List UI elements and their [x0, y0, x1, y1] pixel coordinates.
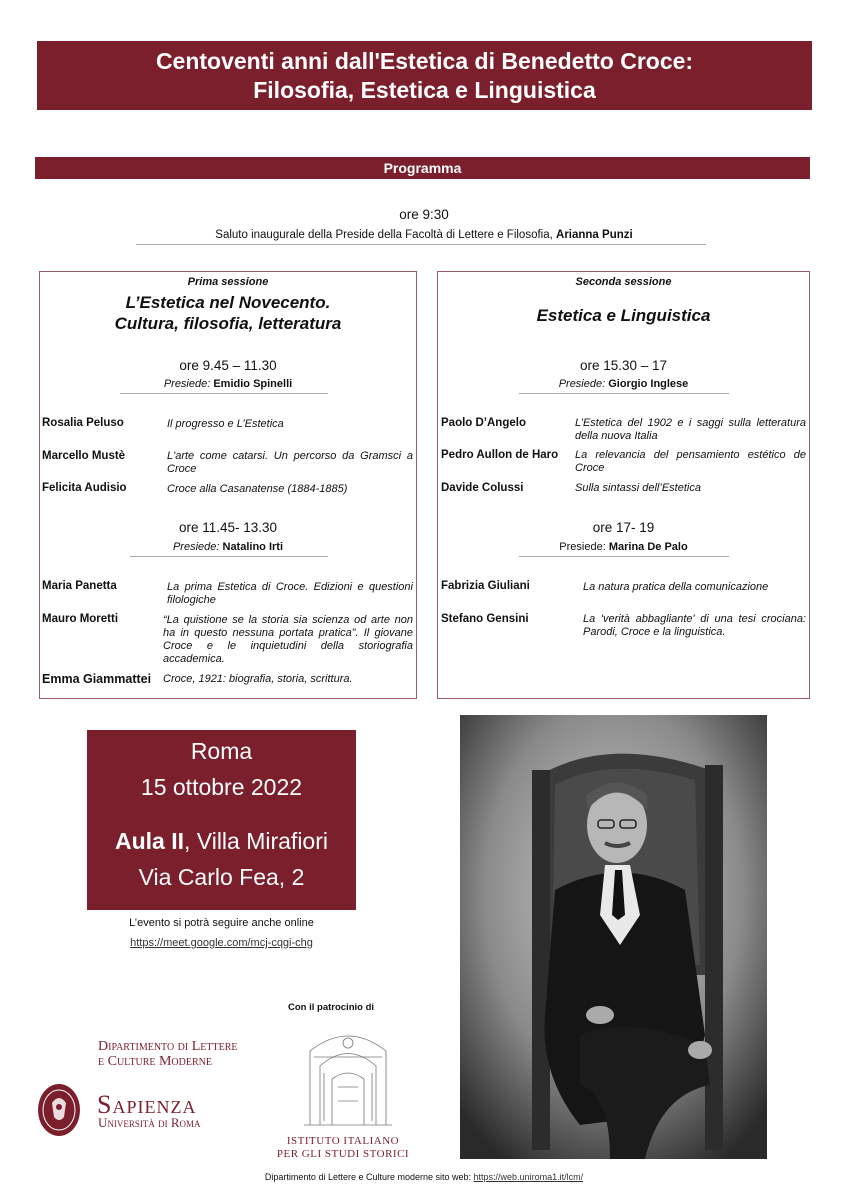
footer-link[interactable]: https://web.uniroma1.it/lcm/ [473, 1172, 584, 1182]
divider [136, 244, 706, 245]
speaker-name: Marcello Mustè [42, 450, 126, 462]
speaker-name: Maria Panetta [42, 580, 117, 592]
session1-block1-time: ore 9.45 – 11.30 [179, 358, 277, 373]
session2-block1-time: ore 15.30 – 17 [579, 358, 668, 373]
speaker-name: Paolo D’Angelo [441, 417, 526, 429]
footer [0, 1172, 848, 1182]
opening-name: Arianna Punzi [556, 229, 633, 241]
talk-title: Sulla sintassi dell’Estetica [575, 482, 701, 494]
venue-address: Via Carlo Fea, 2 [138, 864, 305, 890]
online-link[interactable]: https://meet.google.com/mcj-cqgi-chg [130, 937, 313, 949]
title-banner [37, 41, 812, 110]
session1-block2-time: ore 11.45- 13.30 [178, 520, 278, 535]
chair-label: Presiede: [559, 541, 609, 553]
talk-title: Il progresso e L’Estetica [167, 418, 284, 430]
venue-city: Roma [190, 738, 253, 764]
speaker-name: Emma Giammattei [42, 672, 152, 686]
istituto-line1: ISTITUTO ITALIANO [286, 1135, 400, 1147]
session2-label: Seconda sessione [575, 276, 672, 288]
session2-block2-chair [437, 541, 810, 553]
talk-title: Croce, 1921: biografia, storia, scrittura. [163, 673, 353, 685]
session2-block2-time: ore 17- 19 [592, 520, 655, 535]
speaker-name: Rosalia Peluso [42, 417, 124, 429]
speaker-name: Mauro Moretti [42, 613, 119, 625]
divider [519, 556, 729, 557]
talk-title: La prima Estetica di Croce. Edizioni e questioni filologiche [167, 581, 413, 606]
footer-text: Dipartimento di Lettere e Culture moderne sito web: [264, 1172, 474, 1182]
divider [519, 393, 729, 394]
speaker-name: Felicita Audisio [42, 482, 127, 494]
title-line2: Filosofia, Estetica e Linguistica [253, 77, 596, 103]
divider [120, 393, 328, 394]
talk-title: La relevancia del pensamiento estético de Croce [575, 449, 806, 474]
chair-name: Marina De Palo [608, 541, 688, 553]
chair-label: Presiede: [163, 378, 214, 390]
chair-name: Giorgio Inglese [608, 378, 689, 390]
croce-portrait-photo [460, 715, 767, 1159]
opening-time: ore 9:30 [399, 207, 449, 222]
venue-box [87, 730, 356, 910]
divider [130, 556, 328, 557]
sapienza-wordmark: Sapienza [97, 1090, 197, 1119]
dept-logo [98, 1039, 238, 1069]
patronage-label: Con il patrocinio di [288, 1002, 375, 1013]
session1-title-line1: L’Estetica nel Novecento. [125, 293, 331, 312]
program-banner: Programma [35, 157, 810, 179]
online-note: L’evento si potrà seguire anche online [129, 917, 314, 929]
opening-text: Saluto inaugurale della Preside della Facoltà di Lettere e Filosofia, [215, 229, 557, 241]
session1-label: Prima sessione [187, 276, 269, 288]
session1-block2-chair [39, 541, 417, 553]
venue-room [87, 823, 356, 859]
speaker-name: Davide Colussi [441, 482, 524, 494]
talk-title: L'arte come catarsi. Un percorso da Gramsci a Croce [167, 450, 413, 475]
session1-block1-chair [39, 378, 417, 390]
dept-line1: Dipartimento di Lettere [98, 1039, 238, 1054]
chair-name: Emidio Spinelli [213, 378, 293, 390]
talk-title: La natura pratica della comunicazione [583, 581, 769, 593]
chair-label: Presiede: [172, 541, 223, 553]
sapienza-sub: Università di Roma [98, 1115, 201, 1130]
session1-title [39, 292, 417, 334]
istituto-name [268, 1135, 418, 1161]
chair-label: Presiede: [558, 378, 609, 390]
opening-line [0, 229, 848, 241]
speaker-name: Stefano Gensini [441, 613, 529, 625]
title-line1: Centoventi anni dall'Estetica di Benedetto Croce: [155, 48, 694, 74]
speaker-name: Fabrizia Giuliani [441, 580, 530, 592]
speaker-name: Pedro Aullon de Haro [441, 449, 559, 461]
venue-room-bold: Aula II [114, 828, 184, 854]
talk-title: “La quistione se la storia sia scienza od arte non ha in questo nessuna portata pratica”. Il giovane Croce e le inquietudini della storiografia accademica. [163, 614, 413, 665]
dept-line2: e Culture Moderne [98, 1054, 212, 1069]
chair-name: Natalino Irti [222, 541, 284, 553]
sapienza-seal-icon [37, 1083, 81, 1137]
session1-title-line2: Cultura, filosofia, letteratura [114, 314, 342, 333]
talk-title: La 'verità abbagliante' di una tesi crociana: Parodi, Croce e la linguistica. [583, 613, 806, 638]
session2-title: Estetica e Linguistica [536, 306, 711, 325]
talk-title: L’Estetica del 1902 e i saggi sulla letteratura della nuova Italia [575, 417, 806, 442]
istituto-line2: PER GLI STUDI STORICI [276, 1148, 410, 1160]
venue-room-rest: , Villa Mirafiori [184, 828, 328, 854]
istituto-building-icon [300, 1021, 396, 1131]
venue-date: 15 ottobre 2022 [140, 774, 303, 800]
online-link-wrap [87, 933, 356, 951]
session2-block1-chair [437, 378, 810, 390]
talk-title: Croce alla Casanatense (1884-1885) [167, 483, 348, 495]
